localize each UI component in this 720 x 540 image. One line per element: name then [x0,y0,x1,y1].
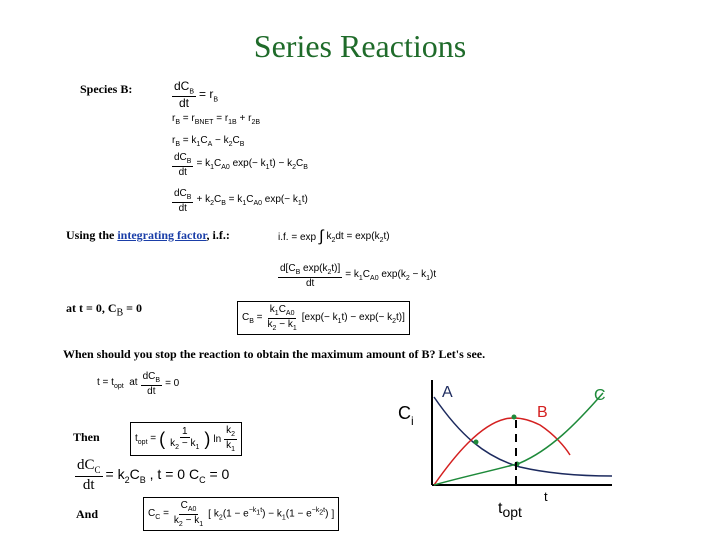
question-text: When should you stop the reaction to obtain the maximum amount of B? Let's see. [63,347,486,361]
curve-c-label: C [594,387,606,404]
eq-net-rate: $r_B = r_{BNET} = r_{1B} + r_{2B}$ [172,113,261,126]
y-axis-label: $C_i$ [398,403,414,428]
initial-condition: at t = 0, $C_B = 0$ [66,301,143,319]
eq-integrating-factor: i.f. = exp ∫ $k_2dt = \exp(k_2t)$ [278,228,390,245]
x-axis-label: t [544,489,548,504]
concentration-graph [390,375,620,525]
species-label: Species B: [80,82,133,96]
curve-a [434,397,612,476]
b-maximum-marker [512,415,517,420]
curve-b [434,418,570,485]
eq-cb-solution: $C_B$ = $\frac{k_1C_{A0}}{k_2 - k_1}$ $[\exp(- k_1t) - \exp(- k_2t)]$ [237,301,410,335]
eq-cc-solution: $C_C$ = $\frac{C_{A0}}{k_2 - k_1}$ [ $k_2(1 - e^{-k_1t}) - k_1(1 - e^{-k_2t})$ ] [143,497,339,531]
eq-rate-law: $r_B = k_1C_A - k_2C_B$ [172,135,245,148]
and-label: And [76,507,99,521]
eq-topt: $t_{opt}$ = ( $\frac{1}{k_2 - k_1}$ ) ln $\frac{k_2}{k_1}$ [130,422,242,456]
eq-ode-rearranged: $\frac{dC_B}{dt}$ + $k_2C_B = k_1C_{A0}$ $\exp(- k_1t)$ [174,188,308,214]
then-label: Then [73,430,100,444]
topt-label: topt [498,500,522,520]
intersection-ab-marker [474,440,479,445]
curve-a-label: A [442,384,453,401]
eq-rate-definition: $\frac{dC_B}{dt}$ = $r_B$ [174,79,219,111]
curve-b-label: B [537,404,548,421]
integrating-factor-link[interactable]: integrating factor [117,228,207,242]
eq-ode-b: $\frac{dC_B}{dt}$ = $k_1C_{A0}$ $\exp(- k_1t) - k_2C_B$ [174,152,308,178]
integrating-factor-text: Using the integrating factor, i.f.: [66,228,230,242]
eq-derivative-product: $\frac{d[C_B \exp(k_2t)]}{dt}$ = $k_1C_{A0}$ $\exp(k_2 - k_1)t$ [280,263,437,289]
slide-title: Series Reactions [253,28,467,64]
eq-cc-ode: $\frac{dC_C}{dt}$ = $k_2C_B$ , t = 0 $C_C = 0$ [77,457,230,493]
curve-c [434,393,603,485]
eq-optimum-condition: $t = t_{opt}$ at $\frac{dC_B}{dt}$ = 0 [97,371,180,397]
